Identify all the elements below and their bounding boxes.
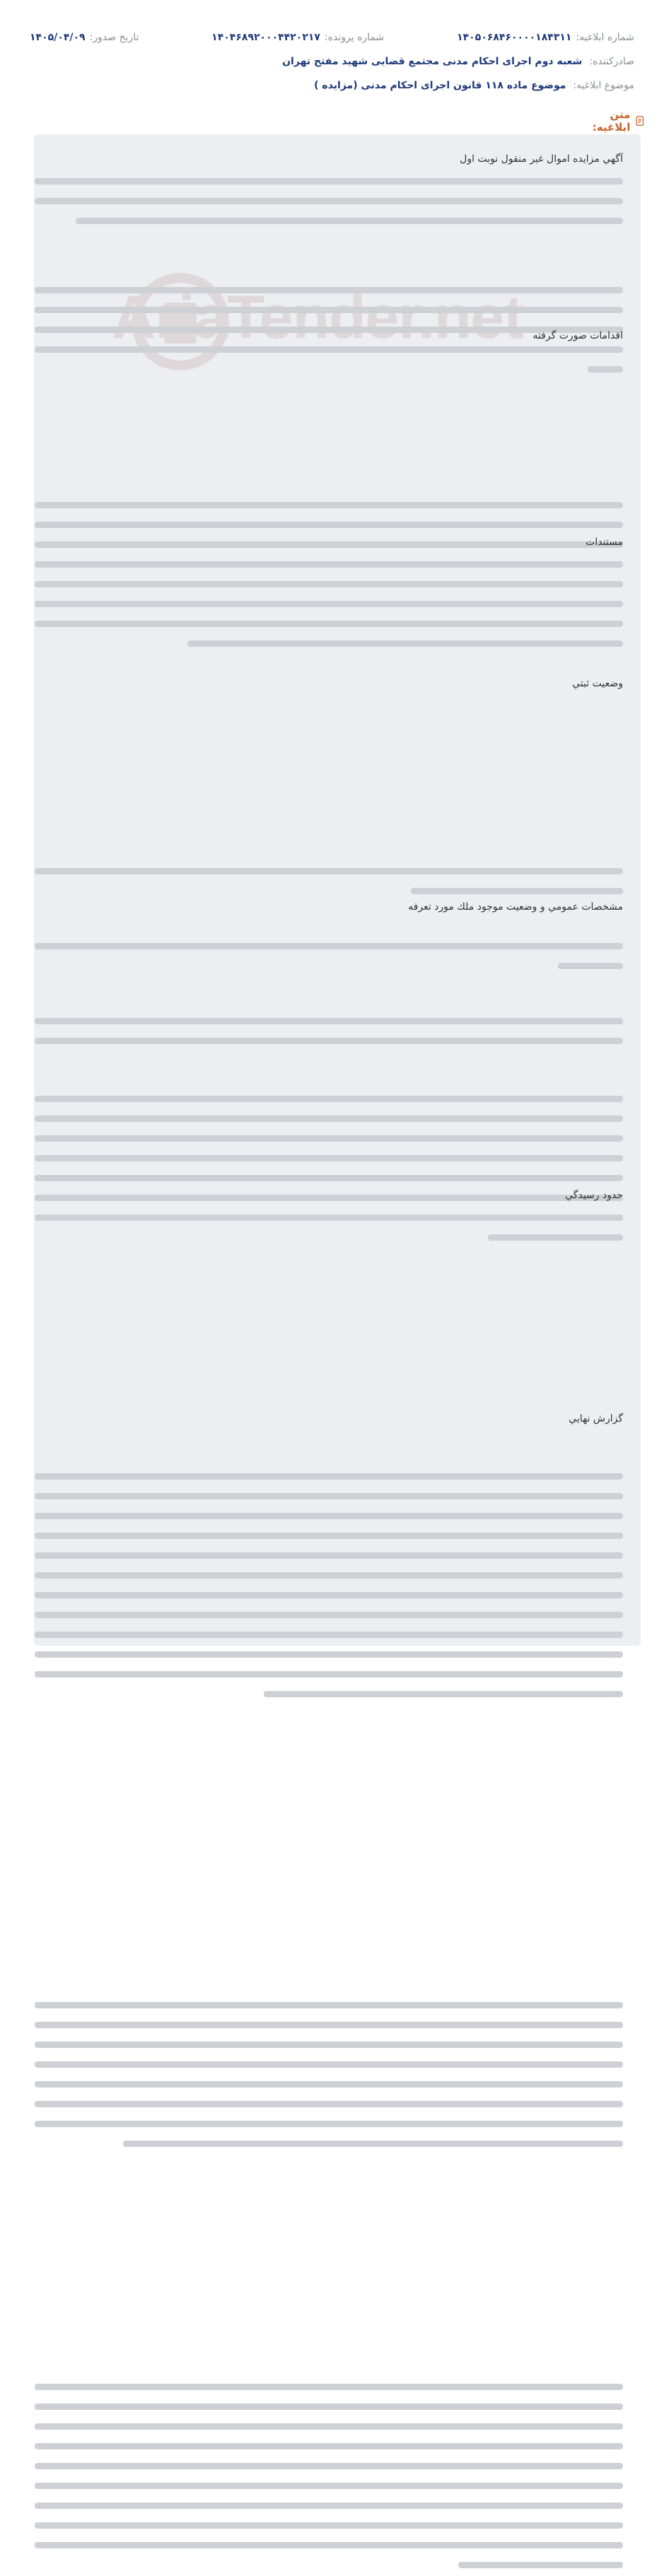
paragraph-actions <box>35 502 623 660</box>
issuer-label: صادرکننده: <box>589 56 634 67</box>
notice-text-tab <box>582 108 646 134</box>
subject-label: موضوع ابلاغیه: <box>573 80 634 91</box>
notice-title: آگهي مزايده اموال غير منقول نوبت اول <box>460 153 623 165</box>
meta-row-numbers <box>30 27 634 48</box>
paragraph-intro <box>35 178 623 225</box>
issuer: شعبه دوم اجرای احکام مدنی مجتمع قضایی شهید مفتح تهران <box>282 56 583 67</box>
heading-documents: مستندات <box>586 537 623 548</box>
document-item-1 <box>35 868 623 896</box>
document-icon <box>634 114 646 128</box>
meta-row-subject <box>30 75 634 96</box>
issue-date-group <box>30 32 139 43</box>
notice-header <box>0 0 664 106</box>
subject: موضوع ماده ۱۱۸ قانون اجرای احکام مدنی (مزایده ) <box>314 80 566 91</box>
case-number: ۱۴۰۴۶۸۹۲۰۰۰۴۴۲۰۲۱۷ <box>211 32 320 43</box>
heading-actions: اقدامات صورت گرفته <box>532 330 623 341</box>
meta-row-issuer <box>30 51 634 72</box>
heading-final-report: گزارش نهايي <box>569 1413 623 1424</box>
heading-registration-status: وضعيت ثبتي <box>572 678 623 689</box>
notice-number-group <box>457 32 634 43</box>
paragraph-final-report <box>35 2384 623 2576</box>
issue-date-label: تاریخ صدور: <box>89 32 139 43</box>
issue-date: ۱۴۰۵/۰۴/۰۹ <box>29 32 86 43</box>
document-item-2 <box>35 943 623 971</box>
case-number-label: شماره پرونده: <box>324 32 385 43</box>
paragraph-scope <box>35 2002 623 2159</box>
document-item-3 <box>35 1018 623 1046</box>
heading-scope: حدود رسيدگي <box>565 1190 623 1201</box>
notice-number-label: شماره ابلاغیه: <box>576 32 634 43</box>
paragraph-property-description <box>35 1473 623 1711</box>
notice-number: ۱۴۰۵۰۶۸۴۶۰۰۰۰۱۸۴۳۱۱ <box>457 32 572 43</box>
heading-property-description: مشخصات عمومي و وضعيت موجود ملك مورد تعرفه <box>408 901 623 913</box>
paragraph-registration-status <box>35 1096 623 1254</box>
notice-text-label: متن ابلاغیه: <box>592 108 631 134</box>
case-number-group <box>211 32 384 43</box>
